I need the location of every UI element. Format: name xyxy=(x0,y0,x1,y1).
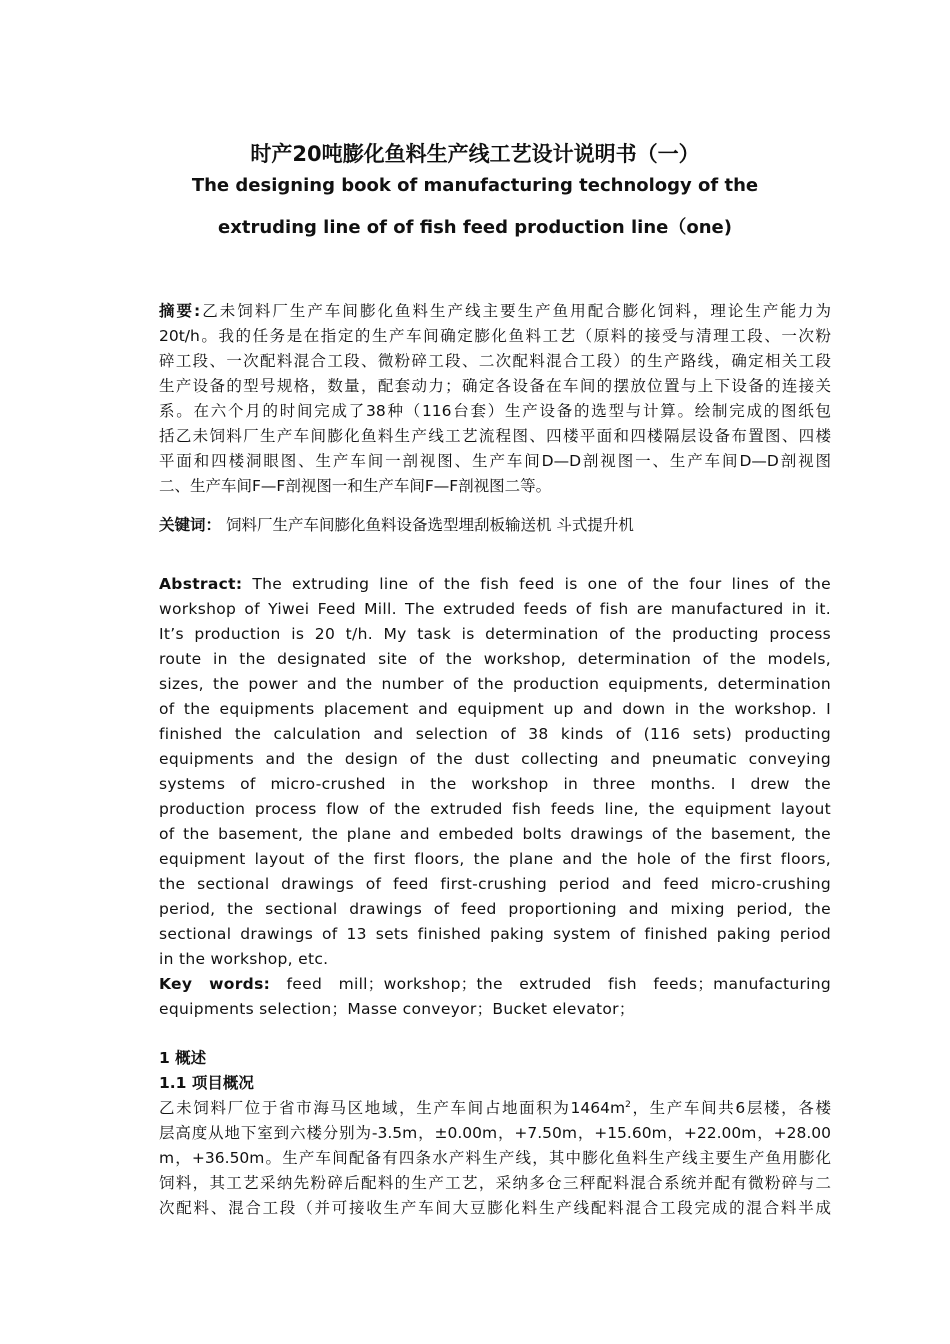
paragraph-line xyxy=(159,1171,831,1196)
paragraph-line xyxy=(159,897,831,922)
paragraph-line xyxy=(159,1146,831,1171)
paragraph-line xyxy=(159,672,831,697)
line-text: sizes, the power and the number of the production equipments, determination xyxy=(159,675,831,693)
line-text: systems of micro-crushed in the workshop in three months. I drew the xyxy=(159,775,831,793)
abstract-chinese xyxy=(159,299,831,499)
line-text: the sectional drawings of feed first-crushing period and feed micro-crushing xyxy=(159,875,831,893)
paragraph-line xyxy=(159,399,831,424)
section-heading: 1 概述 xyxy=(159,1049,207,1067)
paragraph-line xyxy=(159,1196,831,1221)
line-text: 次配料、混合工段（并可接收生产车间大豆膨化料生产线配料混合工段完成的混合料半成 xyxy=(159,1199,831,1217)
keywords-text: 饲料厂生产车间膨化鱼料设备选型埋刮板输送机 斗式提升机 xyxy=(221,516,634,534)
line-text: 生产设备的型号规格，数量，配套动力；确定各设备在车间的摆放位置与上下设备的连接关 xyxy=(159,377,831,395)
line-text: finished the calculation and selection of 38 kinds of (116 sets) producting xyxy=(159,725,831,743)
paragraph-line xyxy=(159,997,831,1022)
paragraph-label: 摘要: xyxy=(159,302,201,320)
line-text: equipments and the design of the dust collecting and pneumatic conveying xyxy=(159,750,831,768)
line-text: of the equipments placement and equipment up and down in the workshop. I xyxy=(159,700,831,718)
paragraph-line xyxy=(159,324,831,349)
line-text: 乙未饲料厂生产车间膨化鱼料生产线主要生产鱼用配合膨化饲料，理论生产能力为 xyxy=(200,302,831,320)
keywords-english xyxy=(159,972,831,1022)
paragraph-line xyxy=(159,622,831,647)
line-text: The extruding line of the fish feed is one of the four lines of the xyxy=(242,575,831,593)
line-text: period, the sectional drawings of feed proportioning and mixing period, the xyxy=(159,900,831,918)
paragraph-line xyxy=(159,449,831,474)
paragraph-line xyxy=(159,474,831,499)
paragraph-line xyxy=(159,572,831,597)
line-text: 系。在六个月的时间完成了38种（116台套）生产设备的选型与计算。绘制完成的图纸包 xyxy=(159,402,831,420)
title-english-line-2: extruding line of of fish feed production line（one) xyxy=(218,217,732,238)
paragraph-line xyxy=(159,972,831,997)
title-chinese: 时产20吨膨化鱼料生产线工艺设计说明书（一） xyxy=(250,142,700,166)
line-text: feed mill；workshop；the extruded fish feeds；manufacturing xyxy=(270,975,831,993)
paragraph-line xyxy=(159,772,831,797)
line-text: 20t/h。我的任务是在指定的生产车间确定膨化鱼料工艺（原料的接受与清理工段、一次粉 xyxy=(159,327,831,345)
line-text: 平面和四楼洞眼图、生产车间一剖视图、生产车间D—D剖视图一、生产车间D—D剖视图 xyxy=(159,452,831,470)
line-text: route in the designated site of the workshop, determination of the models, xyxy=(159,650,831,668)
line-text: 碎工段、一次配料混合工段、微粉碎工段、二次配料混合工段）的生产路线，确定相关工段 xyxy=(159,352,831,370)
paragraph-line xyxy=(159,349,831,374)
paragraph-line xyxy=(159,697,831,722)
paragraph-line xyxy=(159,722,831,747)
abstract-english xyxy=(159,572,831,972)
paragraph-label: Abstract: xyxy=(159,575,243,593)
paragraph-line xyxy=(159,1121,831,1146)
line-text: equipments selection；Masse conveyor；Bucket elevator； xyxy=(159,1000,635,1018)
line-text: in the workshop, etc. xyxy=(159,950,329,968)
keywords-chinese xyxy=(159,513,831,538)
line-text: m，+36.50m。生产车间配备有四条水产料生产线，其中膨化鱼料生产线主要生产鱼用膨化 xyxy=(159,1149,831,1167)
paragraph-line xyxy=(159,872,831,897)
line-text: production process flow of the extruded fish feeds line, the equipment layout xyxy=(159,800,831,818)
paragraph-line xyxy=(159,947,831,972)
paragraph-line: 乙未饲料厂位于省市海马区地域，生产车间占地面积为$1464m^2$，生产车间共6层楼，各楼 xyxy=(159,1099,831,1117)
line-text: 二、生产车间F—F剖视图一和生产车间F—F剖视图二等。 xyxy=(159,477,552,495)
paragraph-line xyxy=(159,374,831,399)
keywords-label: 关键词： xyxy=(159,516,222,534)
line-text: 饲料，其工艺采纳先粉碎后配料的生产工艺，采纳多仓三秤配料混合系统并配有微粉碎与二 xyxy=(159,1174,831,1192)
title-english-line-1: The designing book of manufacturing technology of the xyxy=(191,175,759,196)
paragraph-line xyxy=(159,797,831,822)
line-text: It’s production is 20 t/h. My task is determination of the producting process xyxy=(159,625,831,643)
line-text: of the basement, the plane and embeded bolts drawings of the basement, the xyxy=(159,825,831,843)
paragraph-label: Key words: xyxy=(159,975,271,993)
paragraph-line xyxy=(159,922,831,947)
paragraph-line xyxy=(159,747,831,772)
paragraph-line xyxy=(159,847,831,872)
paragraph-line xyxy=(159,299,831,324)
paragraph-line xyxy=(159,424,831,449)
line-text: equipment layout of the first floors, the plane and the hole of the first floors, xyxy=(159,850,831,868)
section-1 xyxy=(159,1046,831,1221)
paragraph-line xyxy=(159,647,831,672)
line-text: 括乙未饲料厂生产车间膨化鱼料生产线工艺流程图、四楼平面和四楼隔层设备布置图、四楼 xyxy=(159,427,831,445)
line-text: 层高度从地下室到六楼分别为-3.5m，±0.00m，+7.50m，+15.60m，+22.00m，+28.00 xyxy=(159,1124,831,1142)
line-text: workshop of Yiwei Feed Mill. The extruded feeds of fish are manufactured in it. xyxy=(159,600,831,618)
line-text: sectional drawings of 13 sets finished paking system of finished paking period xyxy=(159,925,831,943)
paragraph-line xyxy=(159,597,831,622)
paragraph-line xyxy=(159,822,831,847)
subsection-heading: 1.1 项目概况 xyxy=(159,1074,254,1092)
